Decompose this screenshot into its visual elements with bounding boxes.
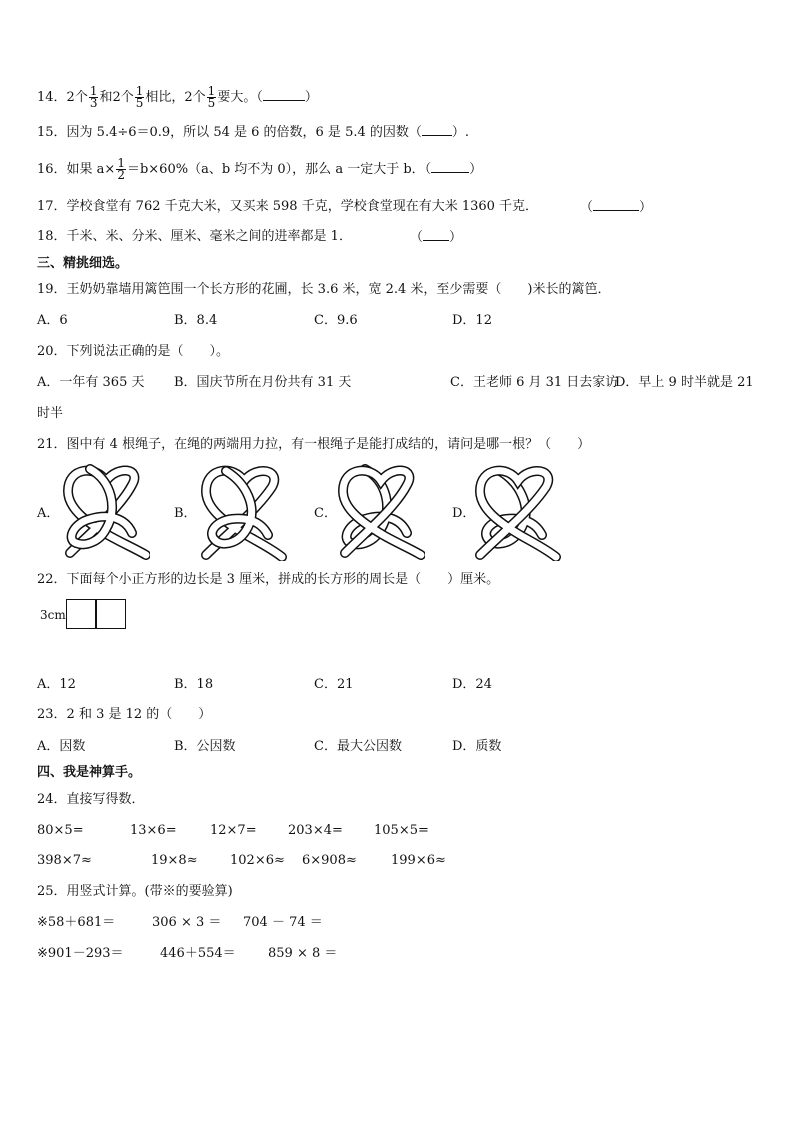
calc-item: 203×4= [288,823,343,838]
question-25: 25．用竖式计算。(带※的要验算) [37,884,233,899]
q18-text: （ [410,230,424,245]
fraction [116,158,126,181]
rope-knot-a-image [60,463,150,561]
question-17 [37,198,538,216]
q14-text: 要大。（ [217,90,263,105]
question-20: 20．下列说法正确的是（ ）。 [37,344,230,359]
rope-knot-d-image [472,463,562,561]
q14-text: 相比，2个 [145,90,206,105]
q15-text: ）. [451,125,470,140]
answer-blank[interactable] [263,88,305,101]
q22-option-a[interactable]: A．12 [37,677,76,692]
q19-option-b[interactable]: B．8.4 [174,313,218,328]
calc-item: 102×6≈ [230,853,285,868]
calc-item: 80×5= [37,823,84,838]
q21-option-a[interactable]: A． [37,506,60,521]
q19-option-c[interactable]: C．9.6 [314,313,358,328]
q17-answer [580,198,652,217]
q21-option-c[interactable]: C． [314,506,337,521]
numerator: 1 [207,84,216,98]
denominator: 5 [207,96,216,110]
q20-option-d[interactable]: D．早上 9 时半就是 21 [615,375,754,390]
calc-item: 6×908≈ [302,853,357,868]
answer-blank[interactable] [423,228,449,241]
question-14 [37,86,318,109]
calc-item: 398×7≈ [37,853,92,868]
q20-continuation: 时半 [37,406,64,421]
fraction [89,86,99,109]
numerator: 1 [135,84,144,98]
denominator: 3 [89,96,98,110]
fraction [207,86,217,109]
answer-blank[interactable] [422,123,452,136]
question-18 [37,228,352,246]
question-23: 23．2 和 3 是 12 的（ ） [37,707,212,722]
q22-option-d[interactable]: D．24 [452,677,492,692]
small-square-left [66,599,96,629]
vertical-calc-item: 306 × 3 ＝ [152,915,222,930]
rope-knot-b-image [198,463,288,561]
q17-text: 17．学校食堂有 762 千克大米，又买来 598 千克，学校食堂现在有大米 1360 千克． [37,199,539,214]
q16-text: ） [469,162,483,177]
q16-text: 16．如果 a× [37,162,116,177]
q14-text: 14．2个 [37,90,88,105]
question-16 [37,158,482,181]
q19-option-d[interactable]: D．12 [452,313,492,328]
question-22: 22．下面每个小正方形的边长是 3 厘米，拼成的长方形的周长是（ ）厘米。 [37,572,500,587]
section-heading: 四、我是神算手。 [37,765,142,780]
calc-item: 13×6= [130,823,177,838]
q18-text: 18．千米、米、分米、厘米、毫米之间的进率都是 1． [37,229,352,244]
q23-option-b[interactable]: B．公因数 [174,739,236,754]
denominator: 2 [117,168,125,182]
calc-item: 105×5= [374,823,429,838]
question-15 [37,123,469,142]
q22-option-b[interactable]: B．18 [174,677,214,692]
vertical-calc-item: ※901－293＝ [37,946,124,961]
q22-option-c[interactable]: C．21 [314,677,354,692]
q20-option-b[interactable]: B．国庆节所在月份共有 31 天 [174,375,352,390]
calc-item: 19×8≈ [151,853,198,868]
q23-option-c[interactable]: C．最大公因数 [314,739,402,754]
question-21: 21．图中有 4 根绳子，在绳的两端用力拉，有一根绳子是能打成结的，请问是哪一根？（ ） [37,437,591,452]
q14-text: 和2个 [99,90,134,105]
vertical-calc-item: 859 × 8 ＝ [268,946,338,961]
q16-text: ＝b×60%（a、b 均不为 0），那么 a 一定大于 b．（ [126,162,432,177]
small-square-right [96,599,126,629]
rope-knot-c-image [335,463,425,561]
q21-option-d[interactable]: D． [452,506,476,521]
q17-text: （ [580,200,594,215]
denominator: 5 [135,96,144,110]
q14-text: ） [304,90,318,105]
numerator: 1 [89,84,98,98]
q17-text: ） [639,200,653,215]
answer-blank[interactable] [431,160,469,173]
vertical-calc-item: 704 － 74 ＝ [243,915,323,930]
q20-option-a[interactable]: A．一年有 365 天 [37,375,145,390]
q19-option-a[interactable]: A．6 [37,313,68,328]
numerator: 1 [117,156,125,170]
vertical-calc-item: ※58＋681＝ [37,915,116,930]
answer-blank[interactable] [593,198,639,211]
q18-answer [410,228,462,247]
section-heading: 三、精挑细选。 [37,256,129,271]
q18-text: ） [449,230,463,245]
q20-option-c[interactable]: C．王老师 6 月 31 日去家访 [450,375,619,390]
calc-item: 12×7= [210,823,257,838]
fraction [135,86,145,109]
vertical-calc-item: 446＋554＝ [160,946,236,961]
square-side-label: 3cm [40,608,66,622]
q23-option-d[interactable]: D．质数 [452,739,502,754]
q23-option-a[interactable]: A．因数 [37,739,86,754]
question-19: 19．王奶奶靠墙用篱笆围一个长方形的花圃，长 3.6 米，宽 2.4 米，至少需要（ )米长的篱笆． [37,282,611,297]
calc-item: 199×6≈ [391,853,446,868]
question-24: 24．直接写得数． [37,792,145,807]
q15-text: 15．因为 5.4÷6＝0.9，所以 54 是 6 的倍数，6 是 5.4 的因数（ [37,125,422,140]
q21-option-b[interactable]: B． [174,506,197,521]
